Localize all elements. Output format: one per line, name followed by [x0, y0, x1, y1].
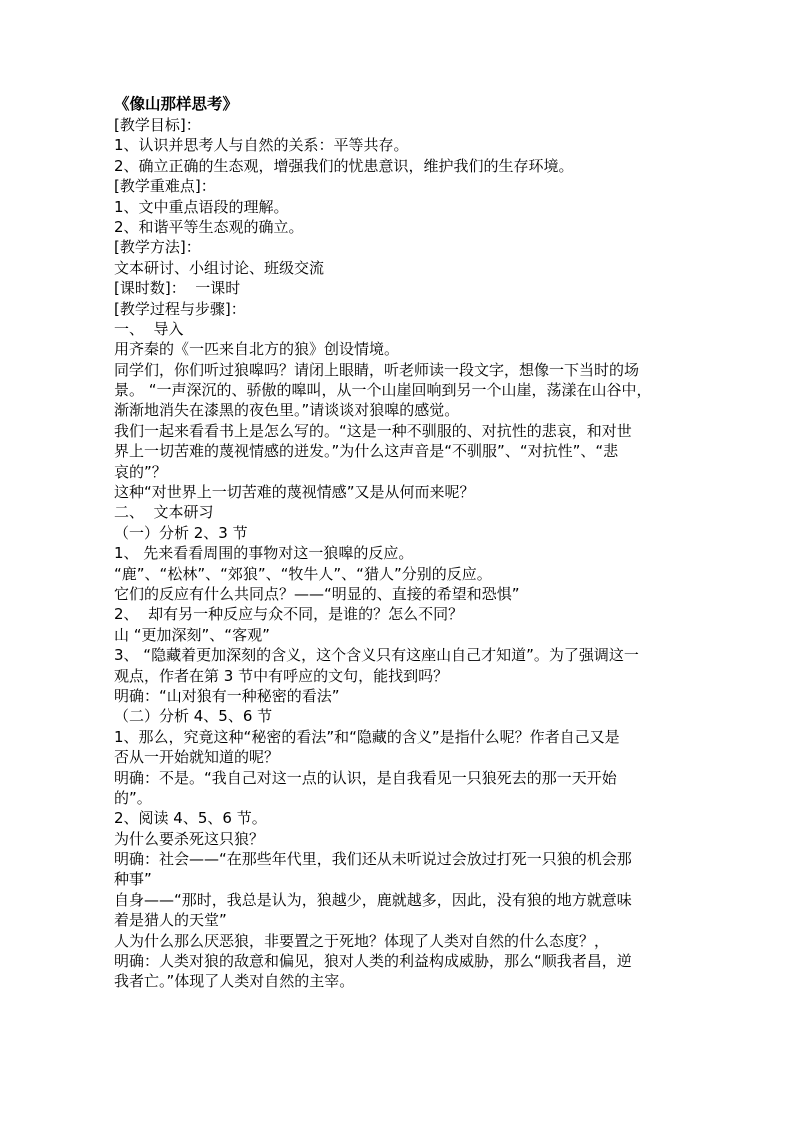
- text-line: 我者亡。”体现了人类对自然的主宰。: [114, 972, 355, 991]
- text-line: 人为什么那么厌恶狼，非要置之于死地？体现了人类对自然的什么态度？，: [114, 931, 610, 950]
- text-line: 2、和谐平等生态观的确立。: [114, 217, 304, 236]
- text-line: 2、阅读 4、5、6 节。: [114, 809, 267, 828]
- text-line: 渐渐地消失在漆黑的夜色里。”请谈谈对狼嗥的感觉。: [114, 401, 460, 420]
- text-line: 同学们，你们听过狼嗥吗？请闭上眼睛，听老师读一段文字，想像一下当时的场: [114, 360, 640, 379]
- text-line: 观点，作者在第 3 节中有呼应的文句，能找到吗？: [114, 666, 449, 685]
- text-line: [教学过程与步骤]：: [114, 299, 246, 318]
- text-line: 二、 文本研习: [114, 503, 214, 522]
- text-line: 2、 却有另一种反应与众不同，是谁的？怎么不同？: [114, 605, 464, 624]
- text-line: 着是猎人的天堂”: [114, 911, 227, 930]
- text-line: 1、 先来看看周围的事物对这一狼嗥的反应。: [114, 544, 414, 563]
- text-line: 明确：社会——“在那些年代里，我们还从未听说过会放过打死一只狼的机会那: [114, 850, 632, 869]
- text-line: （二）分析 4、5、6 节: [114, 707, 273, 726]
- text-line: 文本研讨、小组讨论、班级交流: [114, 258, 325, 277]
- text-line: 它们的反应有什么共同点？——“明显的、直接的希望和恐惧”: [114, 584, 520, 603]
- document-body: [114, 115, 686, 992]
- text-line: 1、文中重点语段的理解。: [114, 197, 289, 216]
- text-line: 的”。: [114, 788, 152, 807]
- text-line: 否从一开始就知道的呢？: [114, 748, 280, 767]
- text-line: 自身——“那时，我总是认为，狼越少，鹿就越多，因此，没有狼的地方就意味: [114, 890, 632, 909]
- text-line: 这种“对世界上一切苦难的蔑视情感”又是从何而来呢？: [114, 483, 475, 502]
- text-line: 1、那么，究竟这种“秘密的看法”和“隐藏的含义”是指什么呢？作者自己又是: [114, 727, 620, 746]
- text-line: 明确：不是。“我自己对这一点的认识，是自我看见一只狼死去的那一天开始: [114, 768, 617, 787]
- text-line: 我们一起来看看书上是怎么写的。“这是一种不驯服的、对抗性的悲哀，和对世: [114, 421, 632, 440]
- text-line: 用齐秦的《一匹来自北方的狼》创设情境。: [114, 340, 400, 359]
- text-line: [教学目标]：: [114, 116, 201, 134]
- text-line: 一、 导入: [114, 319, 184, 338]
- text-line: “鹿”、“松林”、“郊狼”、“牧牛人”、“猎人”分别的反应。: [114, 564, 492, 583]
- text-line: [教学重难点]：: [114, 177, 216, 196]
- text-line: 哀的”？: [114, 462, 167, 481]
- text-line: 为什么要杀死这只狼？: [114, 829, 265, 848]
- text-line: 3、 “隐藏着更加深刻的含义，这个含义只有这座山自己才知道”。为了强调这一: [114, 646, 639, 665]
- text-line: 明确：人类对狼的敌意和偏见，狼对人类的利益构成威胁，那么“顺我者昌，逆: [114, 952, 632, 971]
- text-line: [课时数]： 一课时: [114, 279, 241, 298]
- text-line: 界上一切苦难的蔑视情感的迸发。”为什么这声音是“不驯服”、“对抗性”、“悲: [114, 442, 619, 461]
- text-line: 山 “更加深刻”、“客观”: [114, 625, 270, 644]
- text-line: 1、认识并思考人与自然的关系：平等共存。: [114, 136, 409, 155]
- text-line: 2、确立正确的生态观，增强我们的忧患意识，维护我们的生存环境。: [114, 156, 574, 175]
- text-line: （一）分析 2、3 节: [114, 523, 248, 542]
- text-line: 明确：“山对狼有一种秘密的看法”: [114, 686, 340, 705]
- document-title: 《像山那样思考》: [114, 95, 239, 113]
- text-line: 景。 “一声深沉的、骄傲的嗥叫，从一个山崖回响到另一个山崖，荡漾在山谷中，: [114, 381, 652, 400]
- document-page: [114, 93, 686, 992]
- text-line: [教学方法]：: [114, 238, 201, 257]
- text-line: 种事”: [114, 870, 152, 889]
